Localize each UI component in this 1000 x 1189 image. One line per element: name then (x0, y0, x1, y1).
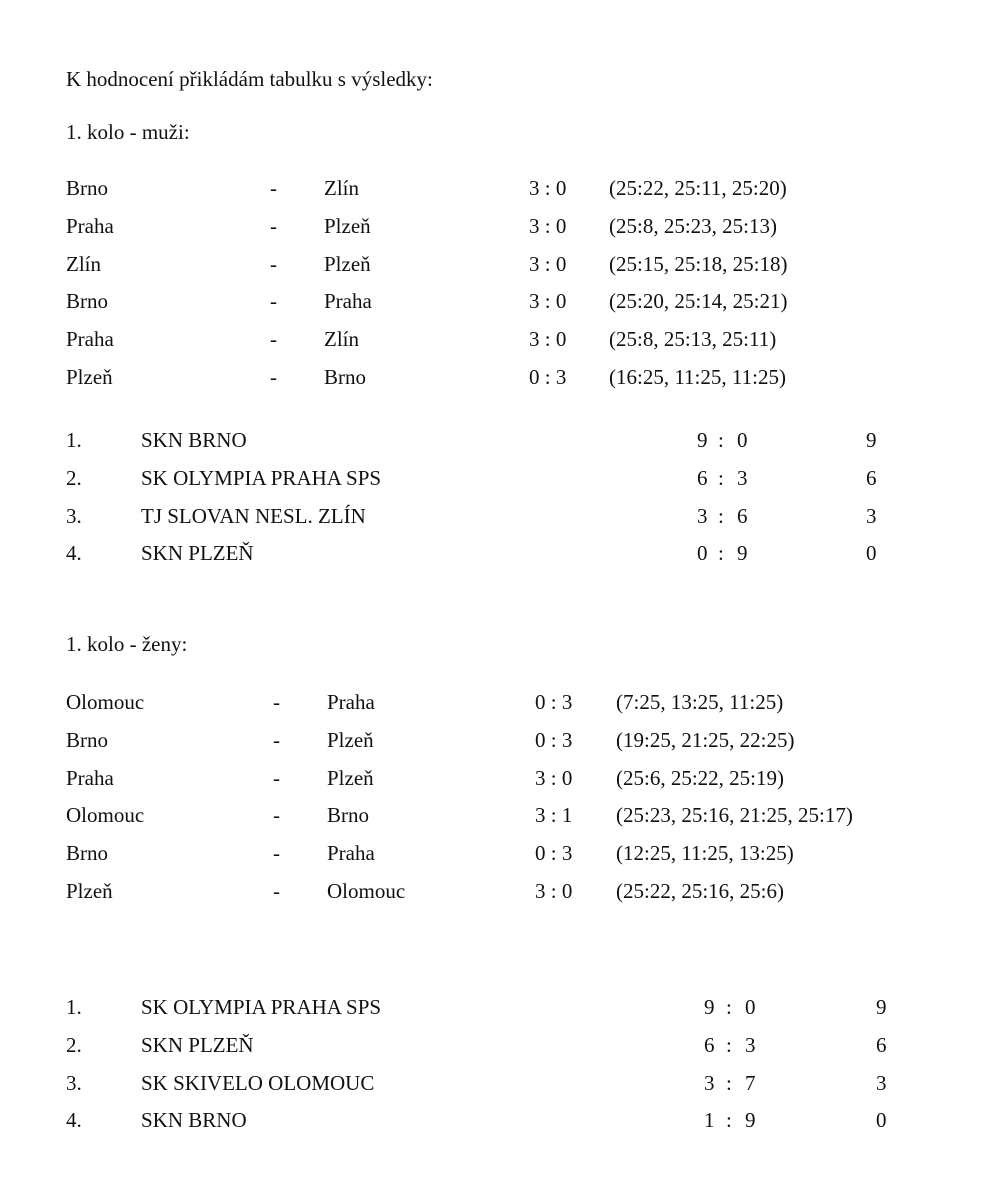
dash: - (273, 690, 280, 714)
rank: 1. (66, 428, 82, 452)
points: 0 (876, 1108, 887, 1132)
away-team: Plzeň (324, 214, 371, 238)
dash: - (270, 176, 277, 200)
match-row (0, 176, 1000, 214)
match-row (0, 879, 1000, 917)
match-score: 3 : 0 (535, 879, 573, 903)
away-team: Zlín (324, 176, 359, 200)
rank: 3. (66, 504, 82, 528)
set-scores: (19:25, 21:25, 22:25) (616, 728, 795, 752)
away-team: Plzeň (324, 252, 371, 276)
dash: - (273, 879, 280, 903)
match-row (0, 728, 1000, 766)
standings-row (0, 428, 1000, 466)
rank: 4. (66, 1108, 82, 1132)
sets-won: 6 (697, 466, 708, 490)
away-team: Brno (327, 803, 369, 827)
sets-lost: 6 (737, 504, 748, 528)
away-team: Praha (327, 690, 375, 714)
dash: - (273, 841, 280, 865)
team-name: SKN PLZEŇ (141, 541, 254, 565)
dash: - (273, 766, 280, 790)
dash: - (270, 289, 277, 313)
home-team: Zlín (66, 252, 101, 276)
sets-lost: 3 (737, 466, 748, 490)
set-scores: (7:25, 13:25, 11:25) (616, 690, 784, 714)
sets-lost: 9 (745, 1108, 756, 1132)
match-score: 0 : 3 (535, 728, 573, 752)
rank: 4. (66, 541, 82, 565)
set-scores: (25:8, 25:23, 25:13) (609, 214, 777, 238)
home-team: Brno (66, 176, 108, 200)
set-scores: (25:15, 25:18, 25:18) (609, 252, 788, 276)
home-team: Praha (66, 327, 114, 351)
home-team: Brno (66, 728, 108, 752)
points: 6 (866, 466, 877, 490)
set-separator: : (726, 1071, 732, 1095)
set-scores: (25:22, 25:11, 25:20) (609, 176, 787, 200)
women-heading: 1. kolo - ženy: (66, 632, 188, 656)
dash: - (270, 327, 277, 351)
sets-won: 9 (704, 995, 715, 1019)
dash: - (270, 365, 277, 389)
match-score: 0 : 3 (535, 841, 573, 865)
sets-won: 3 (704, 1071, 715, 1095)
match-score: 3 : 0 (529, 289, 567, 313)
sets-won: 1 (704, 1108, 715, 1132)
sets-lost: 0 (737, 428, 748, 452)
match-score: 3 : 0 (529, 176, 567, 200)
dash: - (273, 803, 280, 827)
away-team: Brno (324, 365, 366, 389)
away-team: Plzeň (327, 766, 374, 790)
home-team: Plzeň (66, 879, 113, 903)
match-row (0, 690, 1000, 728)
points: 9 (866, 428, 877, 452)
set-scores: (25:6, 25:22, 25:19) (616, 766, 784, 790)
points: 3 (866, 504, 877, 528)
team-name: TJ SLOVAN NESL. ZLÍN (141, 504, 366, 528)
standings-row (0, 466, 1000, 504)
sets-won: 6 (704, 1033, 715, 1057)
match-row (0, 289, 1000, 327)
match-row (0, 327, 1000, 365)
set-separator: : (726, 1108, 732, 1132)
set-separator: : (718, 541, 724, 565)
match-row (0, 365, 1000, 403)
away-team: Praha (324, 289, 372, 313)
rank: 2. (66, 466, 82, 490)
standings-row (0, 541, 1000, 579)
match-score: 0 : 3 (529, 365, 567, 389)
set-separator: : (726, 1033, 732, 1057)
match-row (0, 252, 1000, 290)
team-name: SK OLYMPIA PRAHA SPS (141, 466, 382, 490)
home-team: Brno (66, 841, 108, 865)
set-scores: (16:25, 11:25, 11:25) (609, 365, 786, 389)
men-heading: 1. kolo - muži: (66, 120, 190, 144)
points: 3 (876, 1071, 887, 1095)
home-team: Brno (66, 289, 108, 313)
match-score: 3 : 1 (535, 803, 573, 827)
sets-lost: 7 (745, 1071, 756, 1095)
away-team: Zlín (324, 327, 359, 351)
team-name: SK OLYMPIA PRAHA SPS (141, 995, 382, 1019)
rank: 1. (66, 995, 82, 1019)
set-separator: : (726, 995, 732, 1019)
home-team: Praha (66, 766, 114, 790)
home-team: Olomouc (66, 803, 145, 827)
team-name: SK SKIVELO OLOMOUC (141, 1071, 375, 1095)
rank: 2. (66, 1033, 82, 1057)
dash: - (270, 252, 277, 276)
rank: 3. (66, 1071, 82, 1095)
team-name: SKN PLZEŇ (141, 1033, 254, 1057)
match-row (0, 214, 1000, 252)
dash: - (273, 728, 280, 752)
sets-lost: 9 (737, 541, 748, 565)
match-row (0, 803, 1000, 841)
away-team: Olomouc (327, 879, 406, 903)
standings-row (0, 1108, 1000, 1146)
intro-text: K hodnocení přikládám tabulku s výsledky: (66, 67, 433, 91)
standings-row (0, 1033, 1000, 1071)
team-name: SKN BRNO (141, 428, 247, 452)
set-scores: (25:22, 25:16, 25:6) (616, 879, 784, 903)
home-team: Plzeň (66, 365, 113, 389)
points: 6 (876, 1033, 887, 1057)
sets-lost: 0 (745, 995, 756, 1019)
home-team: Olomouc (66, 690, 145, 714)
match-row (0, 766, 1000, 804)
sets-won: 0 (697, 541, 708, 565)
home-team: Praha (66, 214, 114, 238)
set-separator: : (718, 504, 724, 528)
standings-row (0, 995, 1000, 1033)
away-team: Plzeň (327, 728, 374, 752)
set-scores: (25:20, 25:14, 25:21) (609, 289, 788, 313)
sets-lost: 3 (745, 1033, 756, 1057)
set-scores: (25:8, 25:13, 25:11) (609, 327, 777, 351)
match-score: 3 : 0 (529, 214, 567, 238)
match-score: 3 : 0 (535, 766, 573, 790)
match-score: 0 : 3 (535, 690, 573, 714)
standings-row (0, 1071, 1000, 1109)
points: 0 (866, 541, 877, 565)
match-score: 3 : 0 (529, 252, 567, 276)
standings-row (0, 504, 1000, 542)
sets-won: 3 (697, 504, 708, 528)
sets-won: 9 (697, 428, 708, 452)
away-team: Praha (327, 841, 375, 865)
match-score: 3 : 0 (529, 327, 567, 351)
set-scores: (12:25, 11:25, 13:25) (616, 841, 794, 865)
dash: - (270, 214, 277, 238)
set-separator: : (718, 466, 724, 490)
match-row (0, 841, 1000, 879)
set-scores: (25:23, 25:16, 21:25, 25:17) (616, 803, 853, 827)
points: 9 (876, 995, 887, 1019)
team-name: SKN BRNO (141, 1108, 247, 1132)
set-separator: : (718, 428, 724, 452)
